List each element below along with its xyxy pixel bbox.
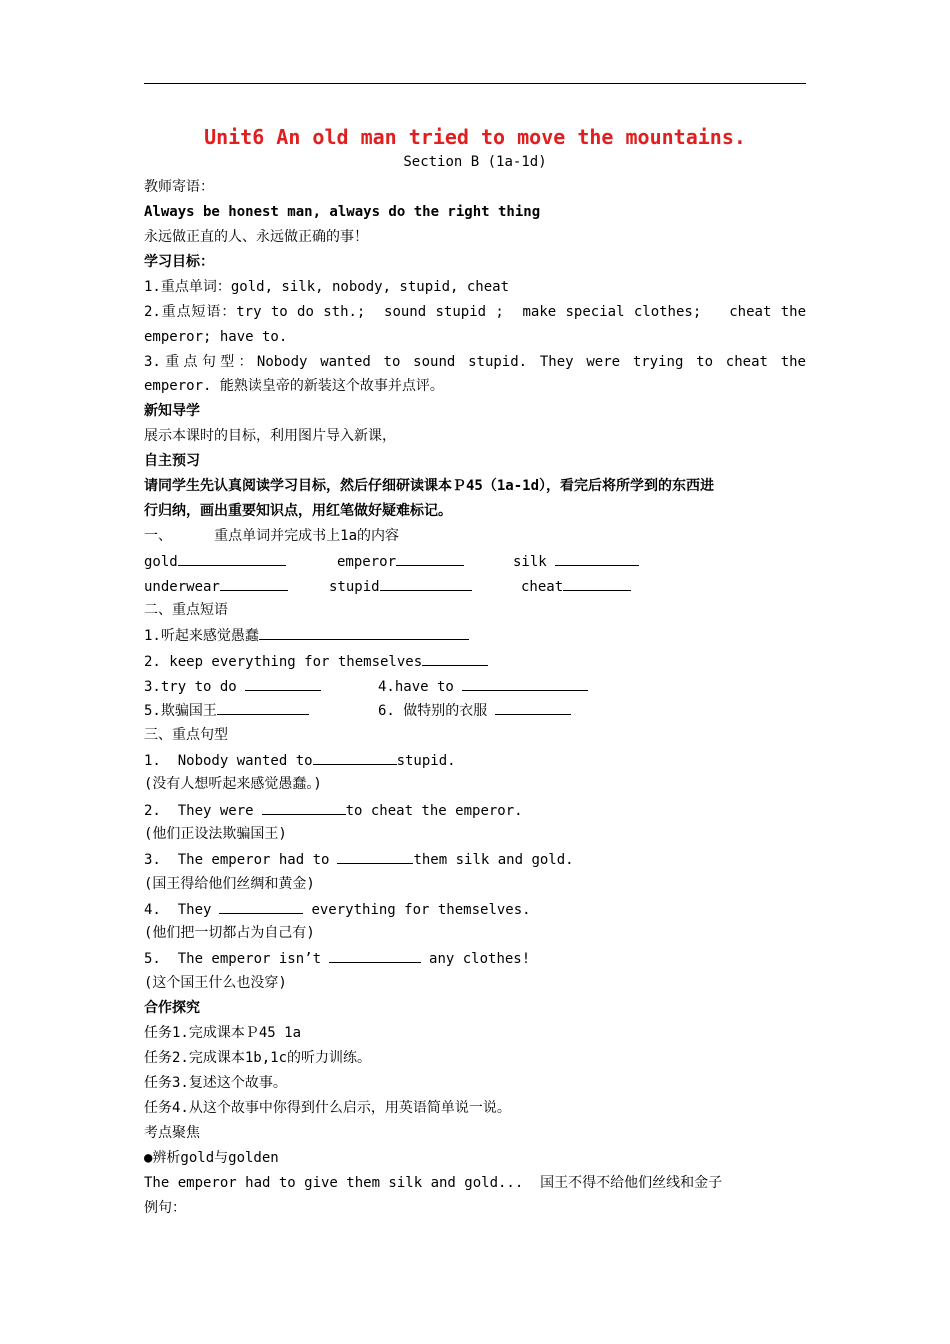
focus-example: The emperor had to give them silk and gold... 国王不得不给他们丝线和金子 [144,1175,723,1191]
sentence-2-translation: (他们正设法欺骗国王) [144,826,287,842]
phrase-5: 5.欺骗国王 [144,700,309,721]
part3-heading: 三、重点句型 [144,727,228,743]
learning-goals-heading: 学习目标： [144,254,214,270]
sentence-2: 2. They were to cheat the emperor. [144,800,523,821]
word-label: gold [144,554,178,570]
cooperate-heading: 合作探究 [144,1000,200,1016]
word-blank-emperor [337,551,464,572]
sentence-4: 4. They everything for themselves. [144,899,531,920]
goal-key-sentences: 3.重点句型：Nobody wanted to sound stupid. They were trying to cheat the [144,354,806,370]
teacher-message-label: 教师寄语： [144,179,214,195]
focus-heading: 考点聚焦 [144,1125,200,1141]
word-blank-stupid [329,576,472,597]
part2-heading: 二、重点短语 [144,602,228,618]
sentence-5: 5. The emperor isn’t any clothes! [144,948,530,969]
word-label: emperor [337,554,397,570]
task-1: 任务1.完成课本Ｐ45 1a [144,1025,302,1041]
sentence-1-translation: (没有人想听起来感觉愚蠢。) [144,776,322,792]
phrase-1: 1.听起来感觉愚蠢 [144,625,469,646]
word-label: stupid [329,579,380,595]
motto-chinese: 永远做正直的人、永远做正确的事！ [144,229,368,245]
focus-item: ●辨析gold与golden [144,1150,279,1166]
self-preview-heading: 自主预习 [144,453,200,469]
preview-instruction-2: 行归纳，画出重要知识点，用红笔做好疑难标记。 [144,503,452,519]
sentence-3: 3. The emperor had to them silk and gold. [144,849,574,870]
sentence-4-translation: (他们把一切都占为自己有) [144,925,315,941]
goal-key-phrases-cont: emperor; have to. [144,329,288,345]
section-subtitle: Section B (1a-1d) [403,154,547,170]
sentence-5-translation: (这个国王什么也没穿) [144,975,287,991]
word-blank-underwear [144,576,288,597]
task-2: 任务2.完成课本1b,1c的听力训练。 [144,1050,372,1066]
focus-example-label: 例句： [144,1200,186,1216]
phrase-3: 3.try to do [144,676,321,697]
word-blank-cheat [521,576,631,597]
word-blank-silk [513,551,639,572]
preview-instruction-1: 请同学生先认真阅读学习目标，然后仔细研读课本Ｐ45（1a-1d），看完后将所学到的东西进 [144,478,714,494]
goal-key-sentences-cont: emperor. 能熟读皇帝的新装这个故事并点评。 [144,378,444,394]
new-knowledge-text: 展示本课时的目标，利用图片导入新课， [144,428,396,444]
phrase-6: 6. 做特别的衣服 [378,700,571,721]
phrase-4: 4.have to [378,676,588,697]
motto-english: Always be honest man, always do the right thing [144,204,541,220]
word-label: silk [513,554,547,570]
new-knowledge-heading: 新知导学 [144,403,200,419]
task-4: 任务4.从这个故事中你得到什么启示，用英语简单说一说。 [144,1100,511,1116]
task-3: 任务3.复述这个故事。 [144,1075,287,1091]
header-rule [144,83,806,84]
part1-heading: 一、 重点单词并完成书上1a的内容 [144,528,400,544]
goal-key-phrases: 2.重点短语：try to do sth.; sound stupid ; make special clothes; cheat the [144,304,806,320]
word-blank-gold [144,551,286,572]
phrase-2: 2. keep everything for themselves [144,651,488,672]
goal-key-words: 1.重点单词：gold, silk, nobody, stupid, cheat [144,279,510,295]
sentence-1: 1. Nobody wanted to stupid. [144,750,456,771]
sentence-3-translation: (国王得给他们丝绸和黄金) [144,876,315,892]
document-title: Unit6 An old man tried to move the mountains. [204,125,746,149]
word-label: underwear [144,579,220,595]
word-label: cheat [521,579,564,595]
